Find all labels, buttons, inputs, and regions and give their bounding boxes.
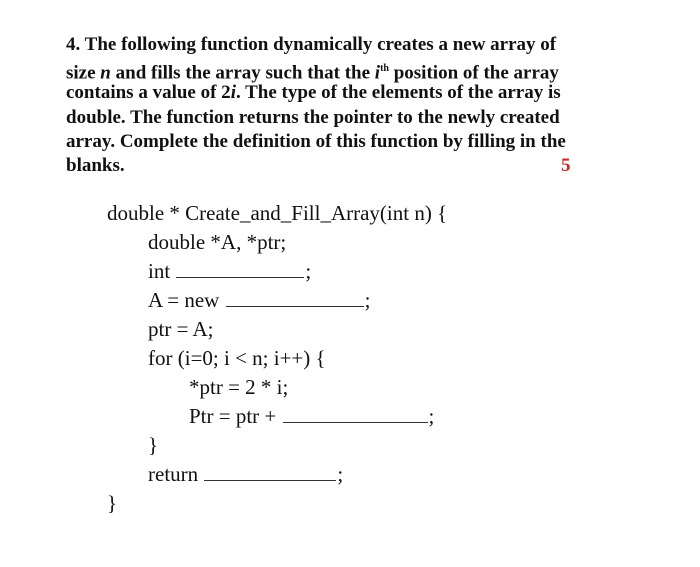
- code-for-line: for (i=0; i < n; i++) {: [148, 346, 326, 370]
- question-line-2: [66, 57, 626, 84]
- variable-n: n: [100, 62, 111, 84]
- superscript-th: th: [380, 63, 389, 75]
- code-signature: double * Create_and_Fill_Array(int n) {: [107, 201, 448, 225]
- code-ptr-update-line: [107, 402, 447, 431]
- code-int-line: [107, 257, 447, 286]
- code-return-keyword: return: [148, 462, 199, 486]
- blank-ptr-increment[interactable]: [283, 406, 428, 423]
- code-semicolon: ;: [364, 288, 371, 312]
- question-text: [66, 33, 626, 178]
- question-position-text: position of the array: [393, 62, 559, 84]
- question-line-6: blanks.: [66, 154, 125, 176]
- code-block: [107, 199, 447, 518]
- code-ptr-assign: ptr = A;: [148, 317, 214, 341]
- variable-i: i: [374, 62, 381, 84]
- question-line-5: array. Complete the definition of this function by filling in the: [66, 130, 566, 152]
- code-declaration: double *A, *ptr;: [148, 230, 287, 254]
- blank-int-variable[interactable]: [176, 261, 304, 278]
- marks-value: 5: [561, 155, 571, 176]
- code-alloc-prefix: A = new: [148, 288, 220, 312]
- code-inner-close: }: [148, 433, 159, 457]
- question-size-text: size: [66, 62, 96, 84]
- blank-new-expression[interactable]: [226, 290, 364, 307]
- variable-i-value: i: [230, 82, 236, 104]
- code-semicolon: ;: [337, 462, 344, 486]
- question-type-text: . The type of the elements of the array is: [235, 82, 561, 104]
- question-line-4: double. The function returns the pointer to the newly created: [66, 106, 560, 128]
- code-return-line: [107, 460, 447, 489]
- question-line-1: 4. The following function dynamically creates a new array of: [66, 34, 557, 55]
- code-outer-close: }: [107, 491, 118, 515]
- code-semicolon: ;: [305, 259, 312, 283]
- code-body-line: *ptr = 2 * i;: [189, 375, 289, 399]
- code-int-keyword: int: [148, 259, 171, 283]
- code-alloc-line: [107, 286, 447, 315]
- blank-return-value[interactable]: [204, 464, 336, 481]
- question-line-3: [66, 81, 626, 105]
- code-ptr-update-prefix: Ptr = ptr +: [189, 404, 277, 428]
- code-semicolon: ;: [428, 404, 435, 428]
- question-value-text: contains a value of 2: [66, 82, 231, 104]
- question-fill-text: and fills the array such that the: [115, 62, 371, 84]
